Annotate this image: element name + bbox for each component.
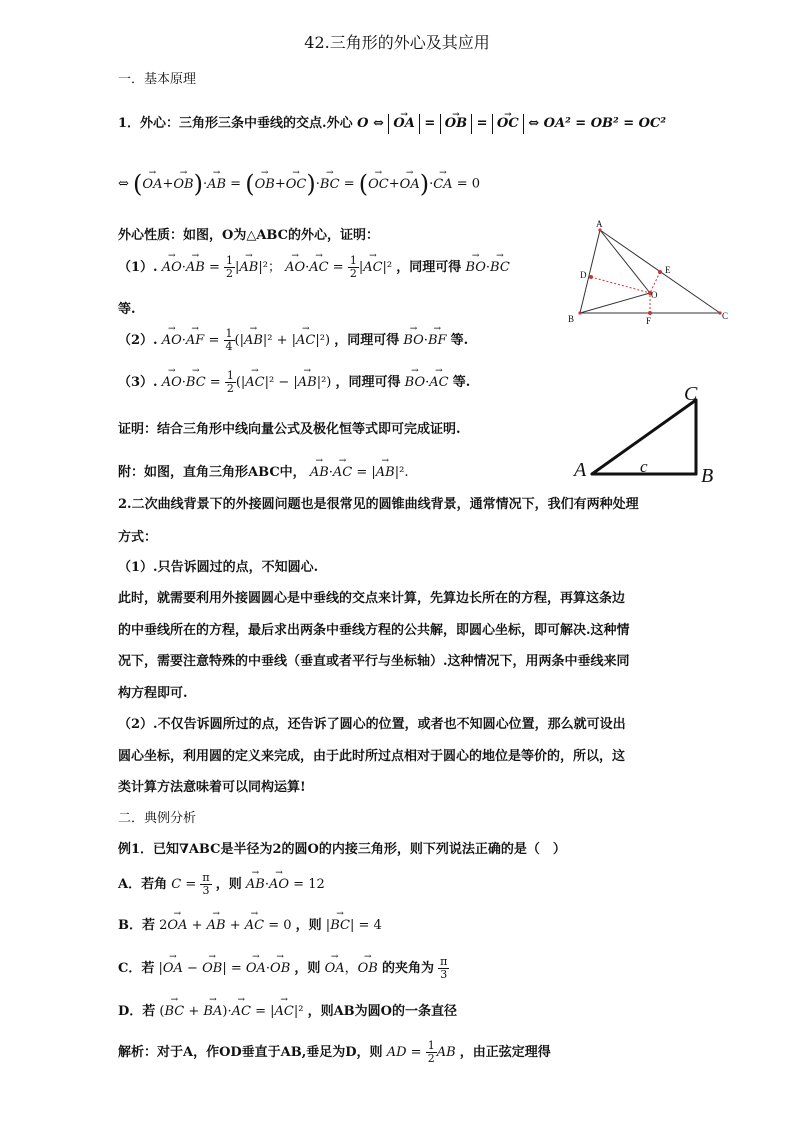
fig1-label-c: C (722, 311, 729, 321)
fig1-label-o: O (651, 290, 658, 300)
equation-2: ⇔ (→ OA+→ OB)·→ AB = (→ OB+→ OC)·→ BC = (→ OC+→ OA)·→ CA = 0 (118, 170, 480, 198)
property-2: （2）. → AO·→ AF = $\frac{1}{4}$ (|→ AB|² + |→ AC|²) ，同理可得 → BO·→ BF 等. (118, 328, 468, 353)
property-3-label: （3）. (118, 375, 158, 390)
fig2-label-b: B (701, 465, 714, 487)
proof-line: 证明：结合三角形中线向量公式及极化恒等式即可完成证明. (118, 422, 461, 437)
option-b-mid: ，则 (295, 918, 322, 933)
fig1-label-a: A (596, 219, 603, 229)
property-2-label: （2）. (118, 333, 158, 348)
attach-line: 附：如图，直角三角形ABC中， → AB·→ AC = |→ AB|². (118, 461, 408, 480)
option-c-end: 的夹角为 (381, 961, 434, 976)
fig1-label-e: E (665, 265, 671, 275)
item2-para1-l1: 此时，就需要利用外接圆圆心是中垂线的交点来计算，先算边长所在的方程，再算这条边 (118, 591, 626, 606)
item2-para1-l3: 况下，需要注意特殊的中垂线（垂直或者平行与坐标轴）.这种情况下，用两条中垂线来同 (118, 654, 630, 669)
option-b-end: = 4 (358, 918, 382, 933)
fig2-label-a: A (574, 459, 587, 481)
analysis-text: 解析：对于A，作OD垂直于AB,垂足为D，则 (118, 1045, 383, 1060)
option-c-label: C．若 (118, 961, 155, 976)
option-c: C．若 |→ OA − → OB| = → OA·→ OB ，则 → OA，→ OB 的夹角为 $\frac{\pi}{3}$ (118, 956, 449, 981)
option-c-mid: ，则 (294, 961, 321, 976)
item2-sub2-l2: 圆心坐标，利用圆的定义来完成，由于此时所过点相对于圆心的地位是等价的，所以，这 (118, 749, 626, 764)
section-heading-examples: 二．典例分析 (118, 811, 197, 826)
property-intro: 外心性质：如图，O为△ABC的外心，证明： (118, 228, 379, 243)
property-3: （3）. → AO·→ BC = $\frac{1}{2}$ (|→ AC|² − |→ AB|²) ，同理可得 → BO·→ AC 等. (118, 370, 470, 395)
property-1: （1）. → AO·→ AB = $\frac{1}{2}$ |→ AB|²； → AO·→ AC = $\frac{1}{2}$ |→ AC|² ，同理可得 → BO·→ BC (118, 255, 510, 280)
item1-line: 1．外心：三角形三条中垂线的交点.外心 O ⇔ → OA = → OB = → OC ⇔ OA² = OB² = OC² (118, 112, 666, 134)
item2-line2: 方式： (118, 530, 158, 545)
page-title: 42.三角形的外心及其应用 (304, 33, 490, 52)
property-3-same: ，同理可得 (335, 375, 401, 390)
option-a-mid: ，则 (215, 877, 242, 892)
equation-2-zero: = 0 (456, 176, 480, 192)
property-1-deng: 等. (118, 302, 136, 317)
option-b-label: B．若 (118, 918, 155, 933)
item2-sub2-l1: （2）.不仅告诉圆所过的点，还告诉了圆心的位置，或者也不知圆心位置，那么就可设出 (118, 717, 626, 732)
item1-label: 1．外心：三角形三条中垂线的交点.外心 (118, 116, 353, 131)
item2-para1-l4: 构方程即可. (118, 686, 188, 701)
fig2-label-side-c: c (640, 457, 648, 476)
option-d: D．若 (→ BC + → BA)·→ AC = |→ AC|² ，则AB为圆O的一条直径 (118, 1000, 457, 1019)
right-triangle-figure (568, 382, 728, 487)
option-d-mid: ，则AB为圆O的一条直径 (307, 1004, 457, 1019)
section-heading-basic: 一．基本原理 (118, 72, 197, 87)
fig2-label-c: C (684, 383, 698, 405)
item2-para1-l2: 的中垂线所在的方程，最后求出两条中垂线方程的公共解，即圆心坐标，即可解决.这种情 (118, 623, 630, 638)
analysis-line: 解析：对于A，作OD垂直于AB,垂足为D，则 AD = $\frac{1}{2}$ AB ，由正弦定理得 (118, 1039, 551, 1065)
option-b: B．若 2→ OA + → AB + → AC = 0 ，则 |→ BC| = 4 (118, 914, 382, 933)
analysis-end: ，由正弦定理得 (459, 1045, 551, 1060)
property-1-label: （1）. (118, 260, 158, 275)
item2-line1: 2.二次曲线背景下的外接圆问题也是很常见的圆锥曲线背景，通常情况下，我们有两种处理 (118, 497, 639, 512)
fig1-label-f: F (646, 316, 652, 326)
example-stem: 例1．已知∇ABC是半径为2的圆O的内接三角形，则下列说法正确的是（ ） (118, 842, 566, 857)
circumcenter-figure (560, 215, 740, 330)
item2-sub2-l3: 类计算方法意味着可以同构运算! (118, 780, 306, 795)
property-1-same: ，同理可得 (396, 260, 462, 275)
attach-text: 附：如图，直角三角形ABC中， (118, 465, 306, 480)
property-2-deng: 等. (450, 333, 469, 348)
option-a: A．若角 C = $\frac{\pi}{3}$ ，则 → AB·→ AO = 12 (118, 872, 325, 897)
option-a-end: = 12 (293, 877, 325, 892)
item2-sub1: （1）.只告诉圆过的点，不知圆心. (118, 560, 319, 575)
option-d-label: D．若 (118, 1004, 156, 1019)
option-a-label: A．若角 (118, 877, 168, 892)
property-3-deng: 等. (452, 375, 471, 390)
item1-eq-tail: OA² = OB² = OC² (543, 116, 667, 131)
fig1-label-b: B (568, 314, 575, 324)
property-2-same: ，同理可得 (334, 333, 400, 348)
fig1-label-d: D (580, 270, 587, 280)
